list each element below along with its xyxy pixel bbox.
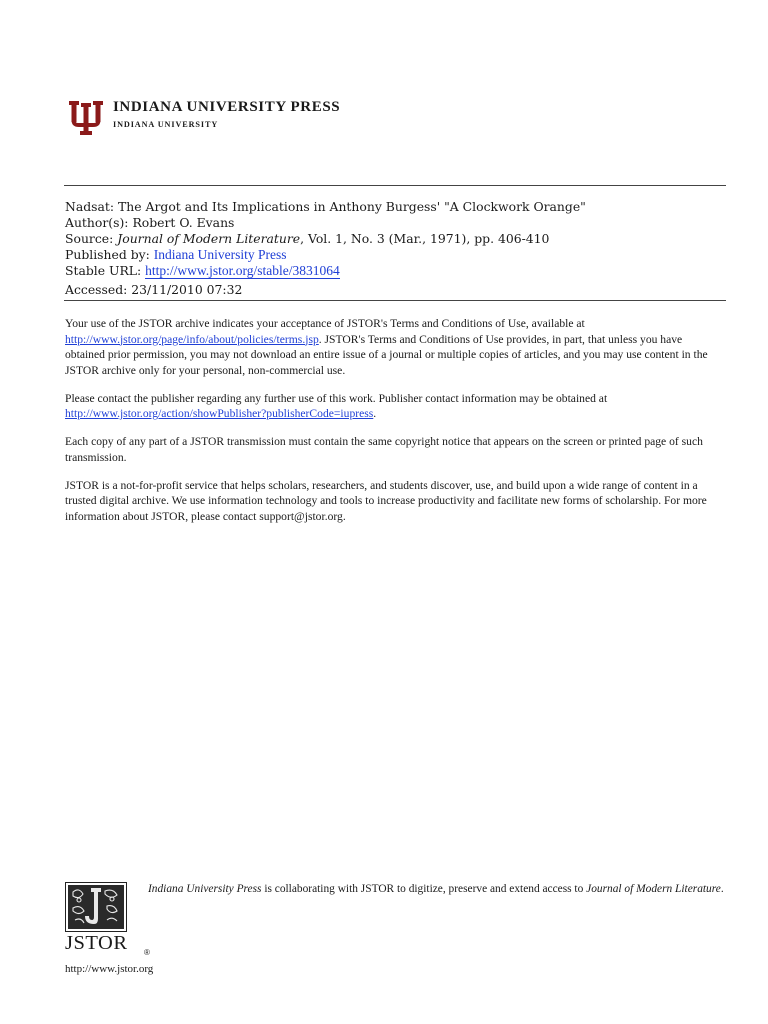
terms-link[interactable]: http://www.jstor.org/page/info/about/policies/terms.jsp	[65, 332, 319, 346]
terms-text: .	[373, 407, 377, 420]
jstor-logo-icon	[65, 882, 127, 932]
terms-paragraph-4: JSTOR is a not-for-profit service that helps scholars, researchers, and students discover, use, and build upon a wide range of content in a trusted digital archive. We use information technology and tools to increase productivity and facilitate new forms of scholarship. For more information about JSTOR, please contact support@jstor.org.	[65, 478, 707, 523]
author-label: Author(s):	[65, 215, 129, 230]
note-publisher: Indiana University Press	[148, 883, 262, 895]
article-source-row	[65, 231, 586, 247]
top-divider	[64, 185, 726, 186]
article-author-row	[65, 215, 586, 231]
stable-url-link[interactable]: http://www.jstor.org/stable/3831064	[145, 263, 340, 278]
source-journal: Journal of Modern Literature	[117, 231, 301, 246]
note-middle: is collaborating with JSTOR to digitize, preserve and extend access to	[261, 883, 587, 895]
published-label: Published by:	[65, 247, 150, 262]
middle-divider	[64, 300, 726, 301]
source-details: , Vol. 1, No. 3 (Mar., 1971), pp. 406-410	[300, 231, 550, 246]
terms-of-use	[65, 316, 725, 537]
article-stable-url-row	[65, 263, 586, 279]
stable-url-label: Stable URL:	[65, 263, 142, 278]
iu-trident-icon	[68, 100, 104, 136]
publisher-subname: INDIANA UNIVERSITY	[113, 120, 219, 129]
accessed-label: Accessed:	[65, 282, 128, 297]
terms-text: Your use of the JSTOR archive indicates your acceptance of JSTOR's Terms and Conditions of Use, available at	[65, 317, 585, 330]
terms-paragraph-3: Each copy of any part of a JSTOR transmission must contain the same copyright notice that appears on the screen or printed page of such transmission.	[65, 435, 703, 464]
publisher-contact-link[interactable]: http://www.jstor.org/action/showPublisher?publisherCode=iupress	[65, 407, 374, 420]
terms-paragraph-2	[65, 391, 725, 422]
registered-mark: ®	[144, 948, 150, 957]
terms-text: . JSTOR's Terms and Conditions of Use provides, in part, that unless you have obtained prior permission, you may not download an entire issue of a journal or multiple copies of articles, and you may use content in the JSTOR archive only for your personal, non-commercial use.	[65, 332, 708, 377]
jstor-wordmark: JSTOR	[65, 932, 128, 954]
article-metadata	[65, 199, 586, 298]
author-name: Robert O. Evans	[132, 215, 235, 230]
publisher-link[interactable]: Indiana University Press	[153, 247, 287, 262]
article-title: Nadsat: The Argot and Its Implications in Anthony Burgess' "A Clockwork Orange"	[65, 199, 586, 214]
article-publisher-row	[65, 247, 586, 263]
terms-paragraph-1	[65, 316, 725, 378]
article-accessed-row	[65, 282, 586, 298]
publisher-name: INDIANA UNIVERSITY PRESS	[113, 99, 341, 115]
accessed-date: 23/11/2010 07:32	[131, 282, 243, 297]
source-label: Source:	[65, 231, 114, 246]
note-journal: Journal of Modern Literature	[586, 883, 721, 895]
collaboration-note	[148, 884, 728, 895]
terms-text: Please contact the publisher regarding any further use of this work. Publisher contact information may be obtained at	[65, 391, 608, 405]
jstor-url: http://www.jstor.org	[65, 963, 154, 975]
note-end: .	[720, 883, 724, 895]
